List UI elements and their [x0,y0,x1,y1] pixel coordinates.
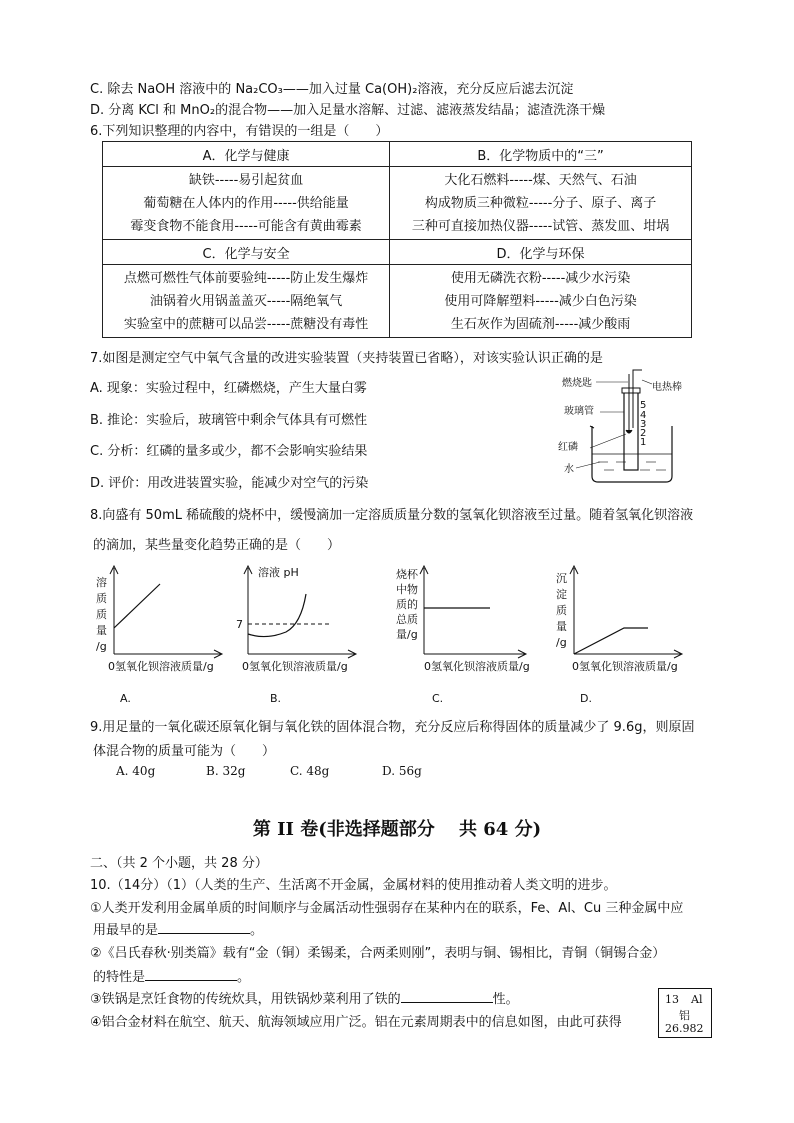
q8-stem-line1: 8.向盛有 50mL 稀硫酸的烧杯中，缓慢滴加一定溶质质量分数的氢氧化钡溶液至过量。随着氢氧化钡溶液 [90,508,694,523]
answer-blank-3[interactable] [401,990,493,1003]
svg-text:D.: D. [580,692,592,705]
svg-text:量: 量 [556,620,567,633]
apparatus-figure [556,368,716,488]
graph-a [94,562,234,712]
element-name: 铝 [679,1009,690,1022]
table-cell-d: 使用无磷洗衣粉-----减少水污染 使用可降解塑料-----减少白色污染 生石灰作为固硫剂-----减少酸雨 [390,265,692,338]
q7-stem: 7.如图是测定空气中氧气含量的改进实验装置（夹持装置已省略），对该实验认识正确的是 [90,351,603,366]
atomic-number: 13 [665,993,679,1006]
q9-option-a: A. 40g [116,764,156,778]
label-heating-rod: 电热棒 [652,382,682,393]
table-cell-a: 缺铁-----易引起贫血 葡萄糖在人体内的作用-----供给能量 霉变食物不能食用-----可能含有黄曲霉素 [103,167,390,240]
q7-option-c: C. 分析：红磷的量多或少，都不会影响实验结果 [90,444,368,459]
q6-knowledge-table [102,141,692,338]
svg-text:中物: 中物 [396,583,418,596]
svg-text:质的: 质的 [396,598,418,611]
q7-option-d: D. 评价：用改进装置实验，能减少对空气的污染 [90,476,369,491]
q9-option-b: B. 32g [206,764,246,778]
svg-text:烧杯: 烧杯 [396,568,418,581]
table-head-d: D．化学与环保 [390,240,692,265]
svg-text:0氢氧化钡溶液质量/g: 0氢氧化钡溶液质量/g [242,660,348,673]
svg-text:质: 质 [96,608,107,621]
graph-b [226,562,366,712]
graph-c [394,562,534,712]
q9-stem-line2: 体混合物的质量可能为（ ） [93,744,276,759]
q5-option-c: C. 除去 NaOH 溶液中的 Na₂CO₃——加入过量 Ca(OH)₂溶液，充分反应后滤去沉淀 [90,82,574,97]
svg-text:/g: /g [556,636,567,649]
q9-option-c: C. 48g [290,764,330,778]
svg-text:量: 量 [96,624,107,637]
table-head-c: C．化学与安全 [103,240,390,265]
svg-text:/g: /g [96,640,107,653]
aluminum-element-card [658,988,712,1038]
scale-mark-4: 4 [640,410,647,421]
table-cell-c: 点燃可燃性气体前要验纯-----防止发生爆炸 油锅着火用锅盖盖灭-----隔绝氧气 实验室中的蔗糖可以品尝-----蔗糖没有毒性 [103,265,390,338]
svg-text:淀: 淀 [556,588,567,601]
svg-text:0氢氧化钡溶液质量/g: 0氢氧化钡溶液质量/g [424,660,530,673]
svg-text:量/g: 量/g [396,628,418,641]
table-cell-b: 大化石燃料-----煤、天然气、石油 构成物质三种微粒-----分子、原子、离子 三种可直接加热仪器-----试管、蒸发皿、坩埚 [390,167,692,240]
scale-mark-1: 1 [640,437,647,448]
svg-text:沉: 沉 [556,572,567,585]
q10-sub1-line1: ①人类开发利用金属单质的时间顺序与金属活动性强弱存在某种内在的联系，Fe、Al、Cu 三种金属中应 [90,901,684,916]
q10-sub2-line2: 的特性是 。 [93,970,251,985]
q7-option-a: A. 现象：实验过程中，红磷燃烧，产生大量白雾 [90,381,367,396]
q10-sub2-line1: ②《吕氏春秋·别类篇》载有“金（铜）柔锡柔，合两柔则刚”，表明与铜、锡相比，青铜（铜锡合金） [90,946,666,961]
table-head-a: A．化学与健康 [103,142,390,167]
section-title: 第 II 卷(非选择题部分 共 64 分) [252,819,542,840]
q10-sub3: ③铁锅是烹饪食物的传统炊具，用铁锅炒菜利用了铁的 性。 [90,992,519,1007]
q10-sub1-line2: 用最早的是 。 [93,923,264,938]
svg-text:质: 质 [556,604,567,617]
svg-text:总质: 总质 [396,613,418,626]
q9-stem-line1: 9.用足量的一氧化碳还原氧化铜与氧化铁的固体混合物，充分反应后称得固体的质量减少了 9.6g，则原固 [90,720,695,735]
svg-text:C.: C. [432,692,444,705]
scale-mark-2: 2 [640,428,647,439]
graph-d [552,562,702,712]
scale-mark-3: 3 [640,419,647,430]
scale-mark-5: 5 [640,400,647,411]
svg-text:溶: 溶 [96,576,107,589]
element-symbol: Al [691,993,703,1006]
atomic-mass: 26.982 [665,1022,704,1035]
svg-text:B.: B. [270,692,282,705]
table-head-b: B．化学物质中的“三” [390,142,692,167]
q7-option-b: B. 推论：实验后，玻璃管中剩余气体具有可燃性 [90,413,368,428]
svg-text:质: 质 [96,592,107,605]
q10-stem: 10.（14分）（1）（人类的生产、生活离不开金属，金属材料的使用推动着人类文明的进步。 [90,878,617,893]
label-water: 水 [564,464,574,475]
q5-option-d: D. 分离 KCl 和 MnO₂的混合物——加入足量水溶解、过滤、滤液蒸发结晶；滤渣洗涤干燥 [90,103,606,118]
answer-blank-2[interactable] [145,968,237,981]
q6-stem: 6.下列知识整理的内容中，有错误的一组是（ ） [90,124,389,139]
label-glass-tube: 玻璃管 [564,406,594,417]
q8-stem-line2: 的滴加，某些量变化趋势正确的是（ ） [93,538,341,553]
label-spoon: 燃烧匙 [562,378,592,389]
svg-text:溶液 pH: 溶液 pH [258,566,299,579]
q9-option-d: D. 56g [382,764,422,778]
svg-text:7: 7 [236,618,243,631]
answer-blank-1[interactable] [158,921,250,934]
svg-text:0氢氧化钡溶液质量/g: 0氢氧化钡溶液质量/g [572,660,678,673]
svg-text:A.: A. [120,692,131,705]
part2-heading: 二、（共 2 个小题，共 28 分） [90,856,268,871]
q10-sub4: ④铝合金材料在航空、航天、航海领域应用广泛。铝在元素周期表中的信息如图，由此可获得 [90,1015,622,1030]
label-red-phosphorus: 红磷 [558,442,578,453]
svg-text:0氢氧化钡溶液质量/g: 0氢氧化钡溶液质量/g [108,660,214,673]
